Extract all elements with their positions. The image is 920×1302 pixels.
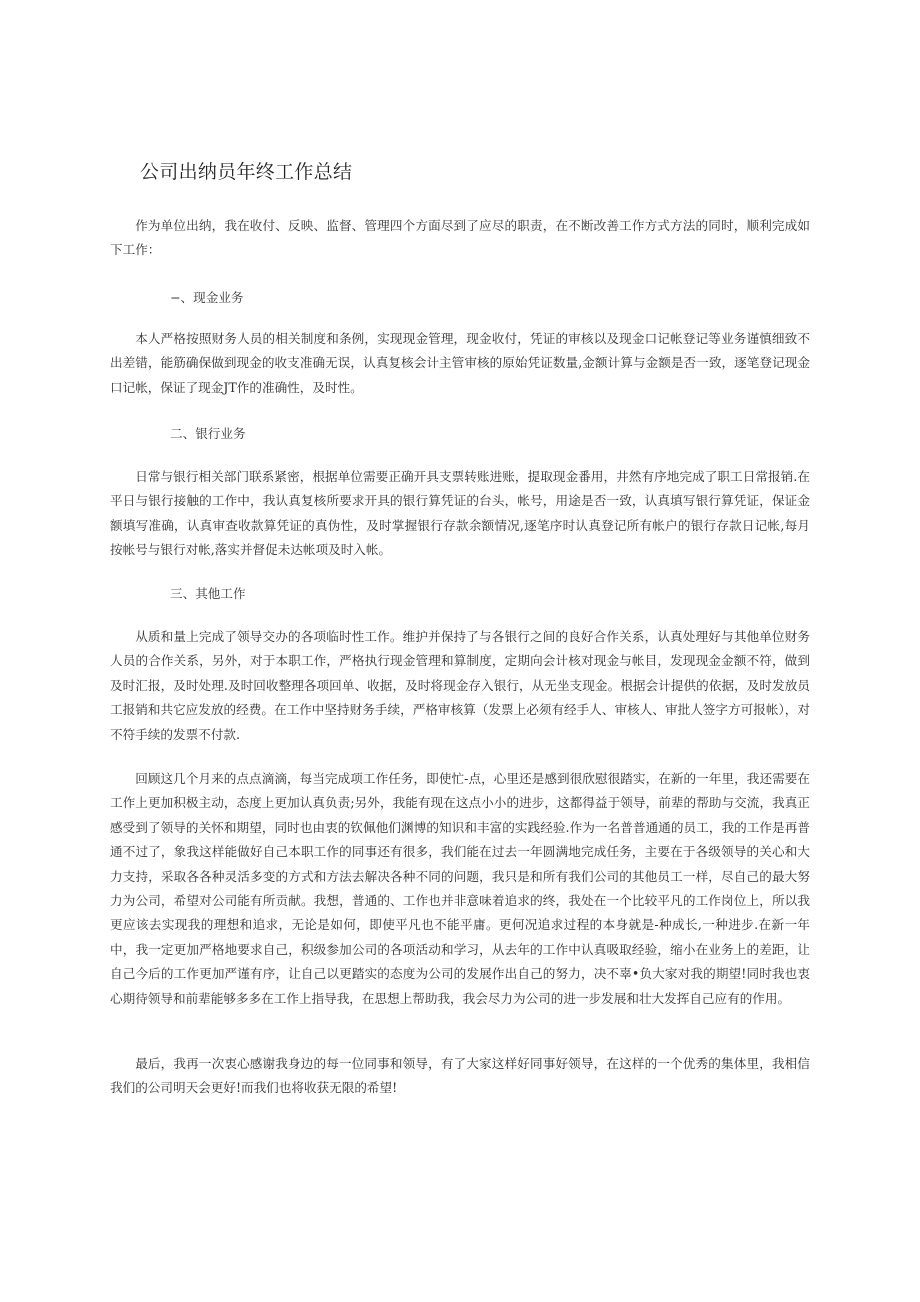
section-body-other: 从质和量上完成了领导交办的各项临时性工作。维护并保持了与各银行之间的良好合作关系，认真处理好与其他单位财务人员的合作关系，另外，对于本职工作，严格执行现金管理和算制度，定期向会计核对现金与帐目，发现现金金额不符，做到及时汇报，及时处理.及时回收整理各项回单、收据，及时将现金存入银行，从无坐支现金。根据会计提供的依据，及时发放员工报销和共它应发放的经费。在工作中坚持财务手续，严格审核算（发票上必须有经手人、审核人、审批人签字方可报帐），对不符手续的发票不付款. [110,629,810,742]
section-heading-other: 三、其他工作 [170,586,246,601]
section-heading-bank: 二、银行业务 [170,426,246,441]
review-paragraph: 回顾这几个月来的点点滴滴，每当完成项工作任务，即使忙-点，心里还是感到很欣慰很踏实，在新的一年里，我还需要在工作上更加积极主动，态度上更加认真负责;另外，我能有现在这点小小的进步，这都得益于领导，前辈的帮助与交流，我真正感受到了领导的关怀和期望，同时也由衷的钦佩他们渊博的知识和丰富的实践经验.作为一名普普通通的员工，我的工作是再普通不过了，象我这样能做好自己本职工作的同事还有很多，我们能在过去一年圆满地完成任务，主要在于各级领导的关心和大力支持，采取各各种灵活多变的方式和方法去解决各种不同的问题，我只是和所有我们公司的其他员工一样，尽自己的最大努力为公司，希望对公司能有所贡献。我想，普通的、工作也并非意味着追求的终，我处在一个比较平凡的工作岗位上，所以我更应该去实现我的理想和追求，无论是如何，即使平凡也不能平庸。更何况追求过程的本身就是-种成长,一种进步.在新一年中，我一定更加严格地要求自己，积级参加公司的各项活动和学习，从去年的工作中认真吸取经验，缩小在业务上的差距，让自己今后的工作更加严谨有序，让自己以更踏实的态度为公司的发展作出自己的努力，决不辜•负大家对我的期望!同时我也衷心期待领导和前辈能够多多在工作上指导我，在思想上帮助我，我会尽力为公司的进一步发展和壮大发挥自己应有的作用。 [110,771,810,1006]
section-body-bank: 日常与银行相关部门联系紧密，根据单位需要正确开具支票转账进账，提取现金番用，井然有序地完成了职工日常报销.在平日与银行接触的工作中，我认真复核所要求开具的银行算凭证的台头，帐号，用途是否一致，认真填写银行算凭证，保证金额填写准确，认真审查收款算凭证的真伪性，及时掌握银行存款余额情况,逐笔序时认真登记所有帐户的银行存款日记帐,每月按帐号与银行对帐,落实并督促未达帐项及时入帐。 [110,469,810,558]
section-heading-cash: −、现金业务 [170,290,244,305]
document-title: 公司出纳员年终工作总结 [140,161,353,183]
section-body-cash: 本人严格按照财务人员的相关制度和条例，实现现金管理，现金收付，凭证的审核以及现金口记帐登记等业务谨慎细致不出差错，能筋确保做到现金的收支准确无误，认真复核会计主管审核的原始凭证数量,金额计算与金额是否一致，逐笔登记现金口记帐，保证了现金JT作的准确性，及时性。 [110,331,810,395]
closing-paragraph: 最后，我再一次衷心感谢我身边的每一位同事和领导，有了大家这样好同事好领导，在这样的一个优秀的集体里，我相信我们的公司明天会更好!而我们也将收获无限的希望! [110,1056,810,1096]
intro-paragraph: 作为单位出纳，我在收付、反映、监督、管理四个方面尽到了应尽的职责，在不断改善工作方式方法的同时，顺利完成如下工作： [110,218,810,258]
